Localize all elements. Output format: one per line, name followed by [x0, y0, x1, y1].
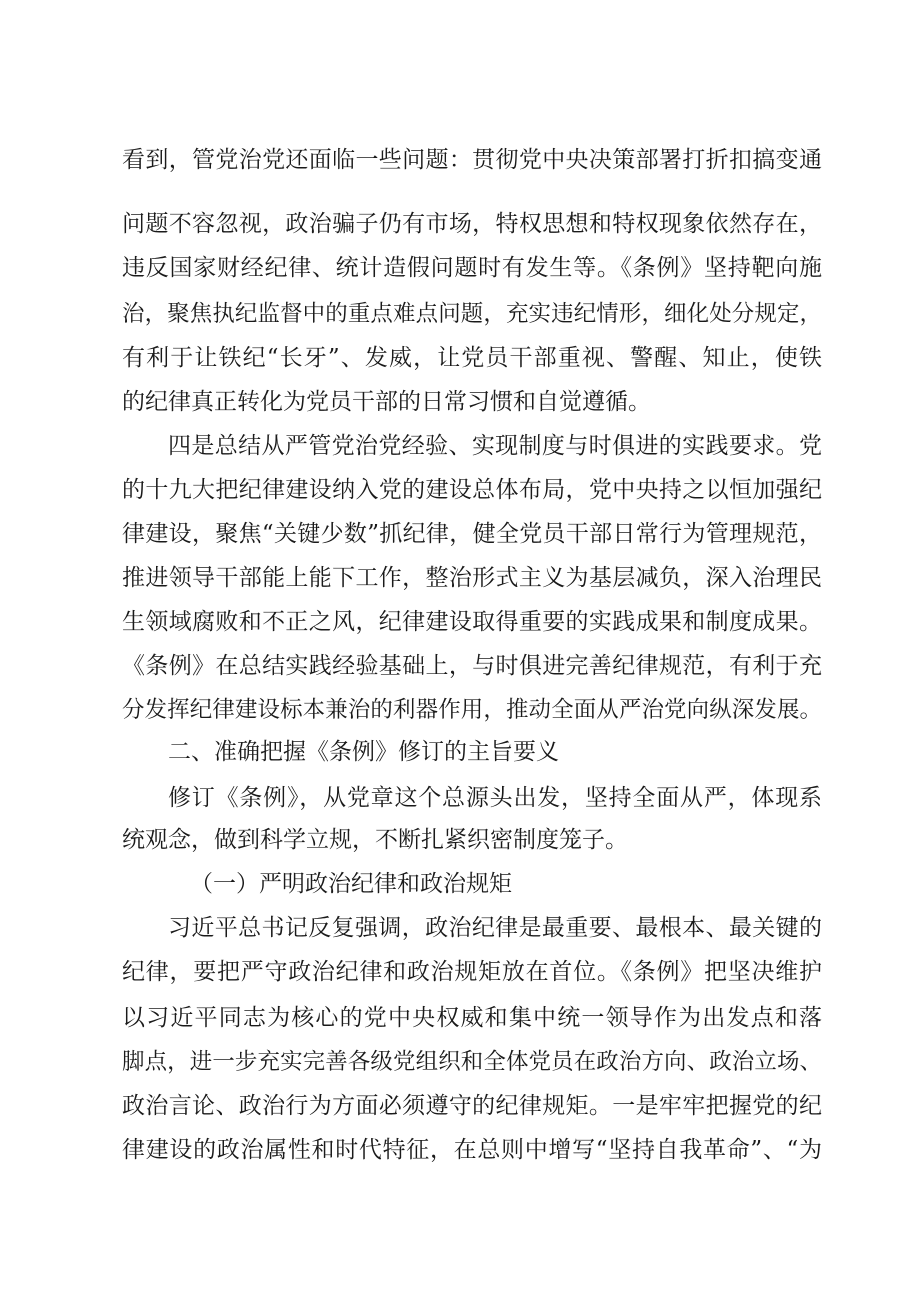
section-heading: 二、准确把握《条例》修订的主旨要义 — [168, 739, 559, 765]
text-line: 以习近平同志为核心的党中央权威和集中统一领导作为出发点和落 — [122, 1005, 822, 1031]
text-line: 生领域腐败和不正之风，纪律建设取得重要的实践成果和制度成果。 — [122, 609, 822, 635]
text-line: 律建设的政治属性和时代特征，在总则中增写“坚持自我革命”、“为 — [122, 1137, 822, 1163]
paragraph-first-line: 习近平总书记反复强调，政治纪律是最重要、最根本、最关键的 — [168, 915, 822, 941]
text-line: 律建设，聚焦“关键少数”抓纪律，健全党员干部日常行为管理规范， — [122, 521, 822, 547]
text-line: 问题不容忽视，政治骗子仍有市场，特权思想和特权现象依然存在， — [122, 211, 822, 237]
text-line: 治，聚焦执纪监督中的重点难点问题，充实违纪情形，细化处分规定， — [122, 301, 822, 327]
text-line: 推进领导干部能上能下工作，整治形式主义为基层减负，深入治理民 — [122, 565, 822, 591]
paragraph-first-line: 四是总结从严管党治党经验、实现制度与时俱进的实践要求。党 — [168, 433, 822, 459]
text-line: 违反国家财经纪律、统计造假问题时有发生等。《条例》坚持靶向施 — [122, 255, 822, 281]
text-line: 统观念，做到科学立规，不断扎紧织密制度笼子。 — [122, 827, 628, 853]
text-line: 纪律，要把严守政治纪律和政治规矩放在首位。《条例》把坚决维护 — [122, 959, 822, 985]
text-line: 有利于让铁纪“长牙”、发威，让党员干部重视、警醒、知止，使铁 — [122, 345, 822, 371]
text-line: 《条例》在总结实践经验基础上，与时俱进完善纪律规范，有利于充 — [122, 653, 822, 679]
text-line: 政治言论、政治行为方面必须遵守的纪律规矩。一是牢牢把握党的纪 — [122, 1093, 822, 1119]
subsection-heading: （一）严明政治纪律和政治规矩 — [190, 871, 512, 897]
text-line: 分发挥纪律建设标本兼治的利器作用，推动全面从严治党向纵深发展。 — [122, 697, 822, 723]
text-line: 看到，管党治党还面临一些问题：贯彻党中央决策部署打折扣搞变通 — [122, 147, 822, 173]
text-line: 脚点，进一步充实完善各级党组织和全体党员在政治方向、政治立场、 — [122, 1049, 822, 1075]
text-line: 的十九大把纪律建设纳入党的建设总体布局，党中央持之以恒加强纪 — [122, 477, 822, 503]
paragraph-first-line: 修订《条例》，从党章这个总源头出发，坚持全面从严，体现系 — [168, 785, 822, 811]
text-line: 的纪律真正转化为党员干部的日常习惯和自觉遵循。 — [122, 389, 651, 415]
